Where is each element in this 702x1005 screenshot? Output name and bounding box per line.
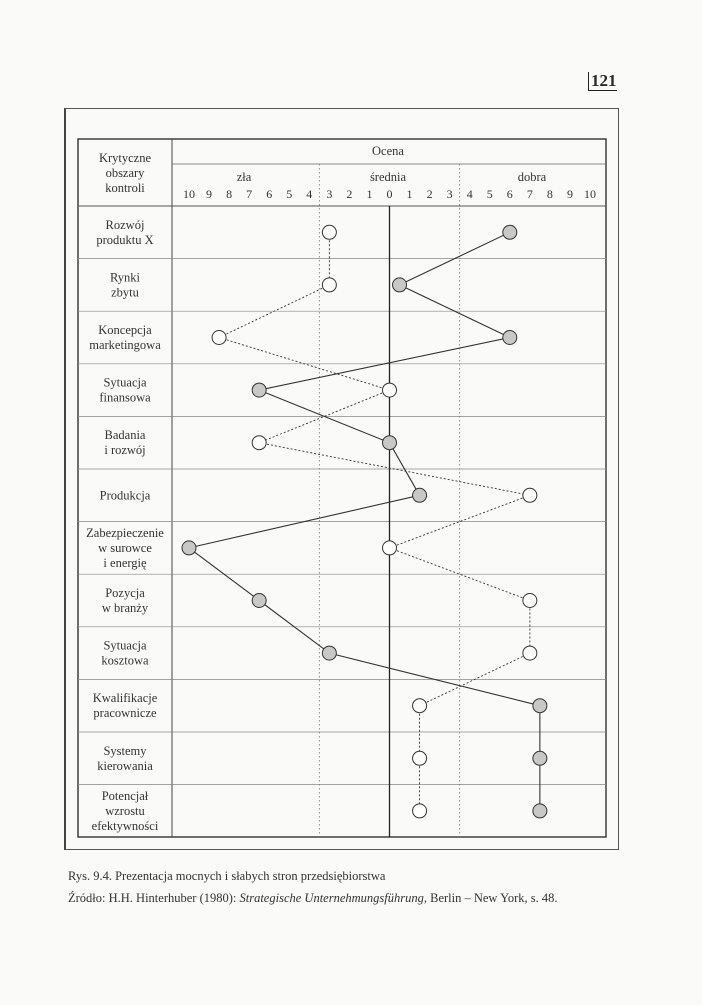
row-label: produktu X <box>96 232 154 247</box>
row-label: Sytuacja <box>103 638 147 653</box>
series-1-point <box>523 488 537 502</box>
source-title: Strategische Unternehmungsführung <box>239 891 424 905</box>
tick-label: 7 <box>526 187 533 201</box>
series-2-point <box>413 488 427 502</box>
tick-label: 3 <box>326 187 333 201</box>
series-1-point <box>523 646 537 660</box>
series-2-point <box>383 436 397 450</box>
row-label: w surowce <box>98 540 152 555</box>
table-grid <box>78 139 606 837</box>
tick-label: 3 <box>446 187 453 201</box>
tick-label: 6 <box>506 187 513 201</box>
tick-labels <box>183 187 596 201</box>
tick-label: 8 <box>546 187 553 201</box>
tick-label: 1 <box>406 187 413 201</box>
row-label: Zabezpieczenie <box>86 525 164 540</box>
series-2-point <box>252 383 266 397</box>
row-label: Systemy <box>103 743 147 758</box>
page-number: 121 <box>588 72 617 91</box>
tick-label: 9 <box>566 187 573 201</box>
series-1-point <box>322 225 336 239</box>
tick-label: 0 <box>386 187 393 201</box>
row-labels <box>86 218 164 833</box>
series-2-point <box>182 541 196 555</box>
row-label: Pozycja <box>105 586 145 600</box>
series-2-point <box>533 751 547 765</box>
figure-source <box>68 891 558 906</box>
series-1-point <box>212 331 226 345</box>
row-label: w branży <box>101 601 149 615</box>
tick-label: 5 <box>286 187 293 201</box>
tick-label: 4 <box>306 187 313 201</box>
series-2-point <box>503 225 517 239</box>
tick-label: 9 <box>206 187 213 201</box>
tick-label: 8 <box>226 187 233 201</box>
row-label: kierowania <box>97 758 153 773</box>
series-1-point <box>523 594 537 608</box>
group-label-srednia: średnia <box>369 170 407 184</box>
row-label: i energię <box>103 555 147 570</box>
tick-label: 6 <box>266 187 273 201</box>
series-2-point <box>252 594 266 608</box>
row-label: zbytu <box>111 285 139 300</box>
series-1-point <box>252 436 266 450</box>
source-suffix: , Berlin – New York, s. 48. <box>423 891 558 905</box>
row-label: marketingowa <box>89 338 161 352</box>
row-label: efektywności <box>91 818 159 833</box>
figure-caption: Rys. 9.4. Prezentacja mocnych i słabych stron przedsiębiorstwa <box>68 869 386 883</box>
row-label: Kwalifikacje <box>92 691 158 706</box>
tick-label: 1 <box>366 187 373 201</box>
row-label: wzrostu <box>105 803 145 818</box>
ocena-header: Ocena <box>372 144 404 158</box>
series-1-point <box>383 541 397 555</box>
row-label: Rozwój <box>105 217 145 232</box>
tick-label: 10 <box>584 187 596 201</box>
tick-label: 2 <box>426 187 433 201</box>
series-2-point <box>503 331 517 345</box>
table-header <box>99 144 547 195</box>
tick-label: 2 <box>346 187 353 201</box>
tick-label: 10 <box>183 187 195 201</box>
series-1-point <box>322 278 336 292</box>
row-header-line-2: obszary <box>105 166 145 180</box>
row-label: Potencjał <box>101 788 149 803</box>
series-2-point <box>322 646 336 660</box>
series-1-point <box>413 751 427 765</box>
row-label: kosztowa <box>101 653 149 668</box>
row-label: Badania <box>104 428 146 443</box>
row-label: Produkcja <box>99 488 151 503</box>
row-label: Sytuacja <box>103 375 147 390</box>
row-header-line-3: kontroli <box>105 181 145 195</box>
series-2-point <box>533 804 547 818</box>
tick-label: 5 <box>486 187 493 201</box>
row-label: i rozwój <box>104 443 146 458</box>
group-label-zla: zła <box>236 170 252 184</box>
source-prefix: Źródło: H.H. Hinterhuber (1980): <box>68 891 240 905</box>
series-1-point <box>413 804 427 818</box>
series-1-point <box>413 699 427 713</box>
series-2-point <box>393 278 407 292</box>
row-label: pracownicze <box>93 706 157 721</box>
row-header-line-1: Krytyczne <box>98 151 152 165</box>
group-label-dobra: dobra <box>517 170 547 184</box>
row-label: Rynki <box>109 270 141 285</box>
row-label: finansowa <box>99 390 151 405</box>
tick-label: 7 <box>246 187 253 201</box>
row-label: Koncepcja <box>98 323 152 337</box>
series-1-point <box>383 383 397 397</box>
series-2-point <box>533 699 547 713</box>
tick-label: 4 <box>466 187 473 201</box>
